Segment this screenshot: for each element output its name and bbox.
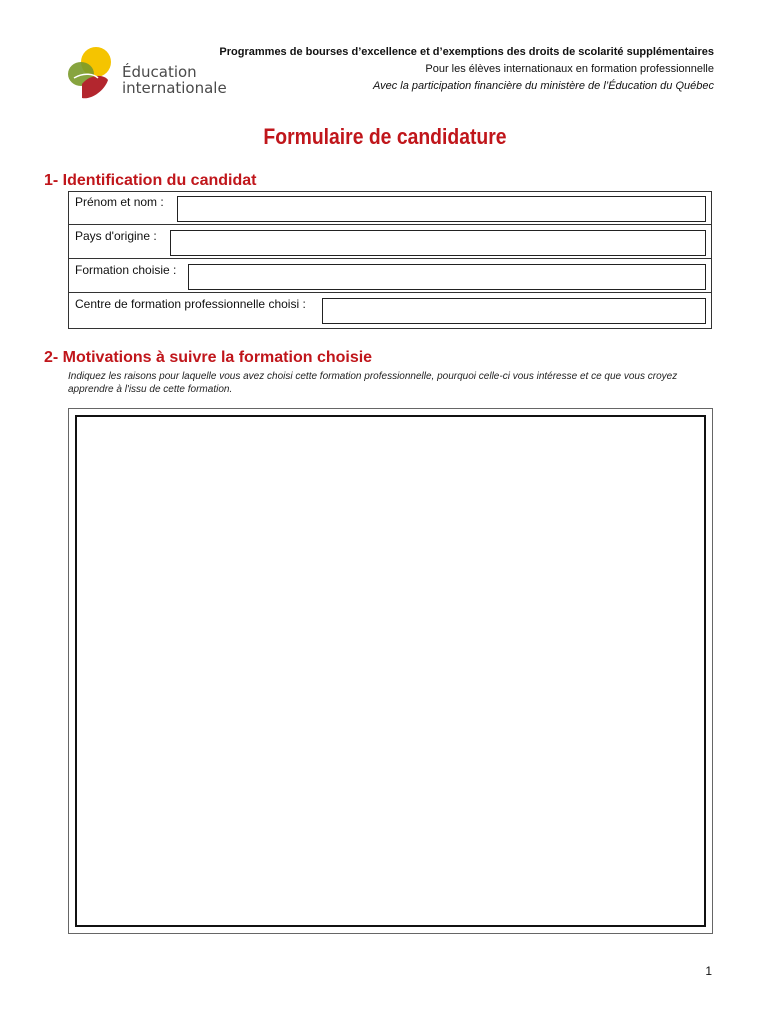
center-label: Centre de formation professionnelle choisi : (75, 297, 306, 311)
program-label: Formation choisie : (75, 263, 177, 277)
country-field[interactable] (170, 230, 706, 256)
row-name (69, 192, 711, 225)
document-header (219, 44, 714, 95)
name-label: Prénom et nom : (75, 195, 164, 209)
header-line1: Programmes de bourses d’excellence et d’exemptions des droits de scolarité supplémentaires (219, 46, 714, 58)
country-label: Pays d'origine : (75, 229, 157, 243)
page-number: 1 (705, 964, 712, 978)
identification-table (68, 191, 712, 329)
program-field[interactable] (188, 264, 706, 290)
row-center (69, 294, 711, 327)
section1-heading: 1- Identification du candidat (44, 172, 257, 189)
row-country (69, 226, 711, 259)
header-line2: Pour les élèves internationaux en formation professionnelle (425, 63, 714, 75)
motivation-textarea[interactable] (75, 415, 706, 927)
section2-instructions: Indiquez les raisons pour laquelle vous avez choisi cette formation professionnelle, pourquoi celle-ci vous intéresse et ce que vous croyez apprendre à l'issu de cette formation. (68, 371, 678, 395)
logo (64, 44, 234, 106)
section2-heading: 2- Motivations à suivre la formation choisie (44, 349, 373, 366)
header-line3: Avec la participation financière du ministère de l’Éducation du Québec (373, 80, 714, 92)
motivation-box (68, 408, 713, 934)
logo-text-line2: internationale (122, 79, 227, 97)
form-title: Formulaire de candidature (263, 124, 507, 149)
center-field[interactable] (322, 298, 706, 324)
logo-text-line1: Éducation (122, 63, 197, 81)
row-program (69, 260, 711, 293)
name-field[interactable] (177, 196, 706, 222)
logo-mark-icon (64, 44, 120, 106)
